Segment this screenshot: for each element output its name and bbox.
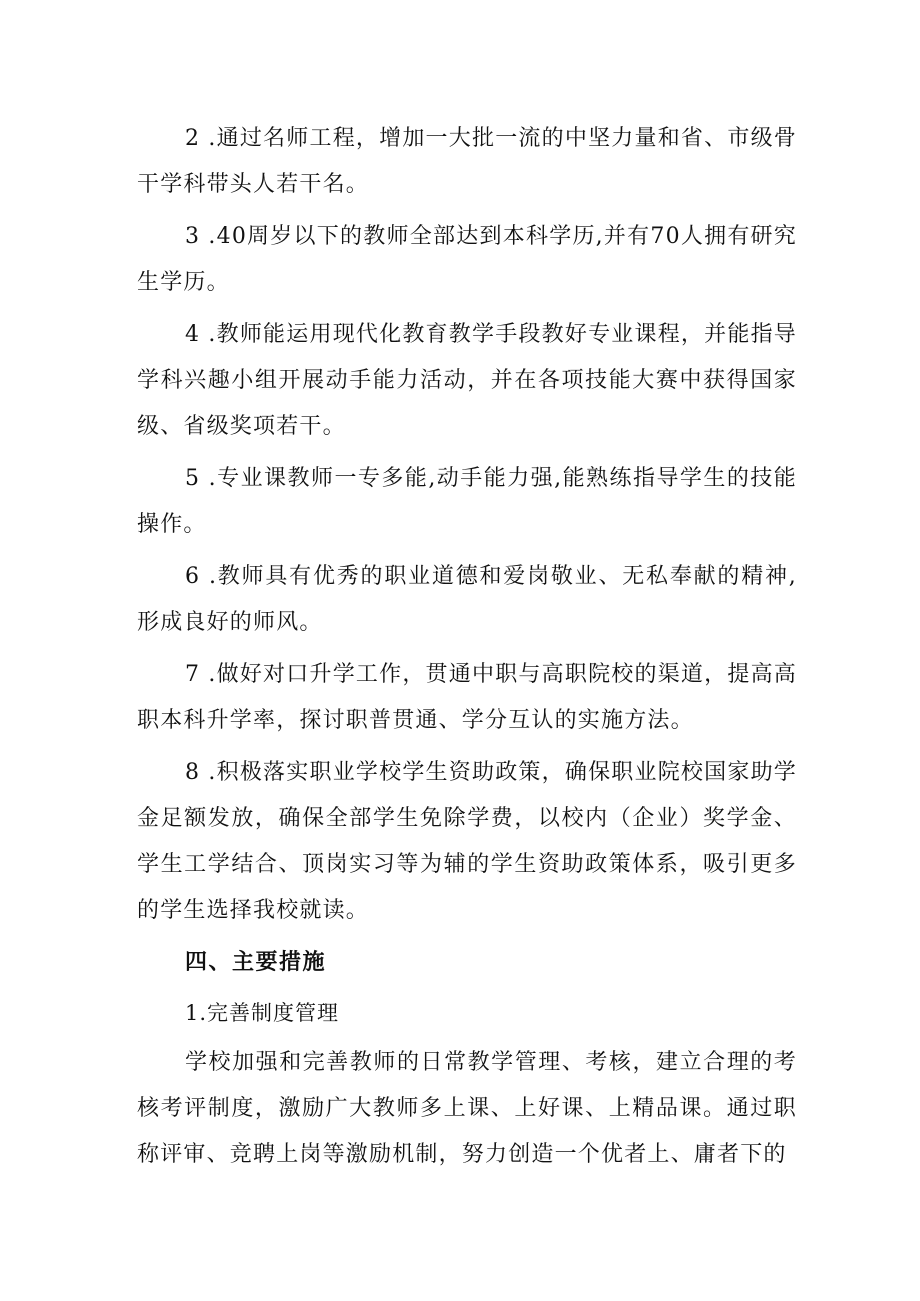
paragraph-item-7: 7 .做好对口升学工作，贯通中职与高职院校的渠道，提高高职本科升学率，探讨职普贯通、学分互认的实施方法。 (137, 662, 797, 733)
paragraph-item-8: 8 .积极落实职业学校学生资助政策，确保职业院校国家助学金足额发放，确保全部学生免除学费，以校内（企业）奖学金、学生工学结合、顶岗实习等为辅的学生资助政策体系，吸引更多的学生选择我校就读。 (137, 760, 797, 923)
paragraph-item-5: 5 .专业课教师一专多能,动手能力强,能熟练指导学生的技能操作。 (137, 466, 797, 537)
paragraph-item-2: 2 .通过名师工程，增加一大批一流的中坚力量和省、市级骨干学科带头人若干名。 (137, 126, 797, 197)
paragraph-item-6: 6 .教师具有优秀的职业道德和爱岗敬业、无私奉献的精神,形成良好的师风。 (137, 564, 797, 635)
body-paragraph: 学校加强和完善教师的日常教学管理、考核，建立合理的考核考评制度，激励广大教师多上课、上好课、上精品课。通过职称评审、竞聘上岗等激励机制，努力创造一个优者上、庸者下的 (137, 1050, 797, 1167)
paragraph-item-3: 3 .40周岁以下的教师全部达到本科学历,并有70人拥有研究生学历。 (137, 224, 797, 295)
paragraph-item-4: 4 .教师能运用现代化教育教学手段教好专业课程，并能指导学科兴趣小组开展动手能力活动，并在各项技能大赛中获得国家级、省级奖项若干。 (137, 322, 797, 439)
subsection-heading: 1.完善制度管理 (185, 1001, 340, 1025)
document-page (137, 116, 797, 1184)
section-heading: 四、主要措施 (185, 950, 327, 975)
